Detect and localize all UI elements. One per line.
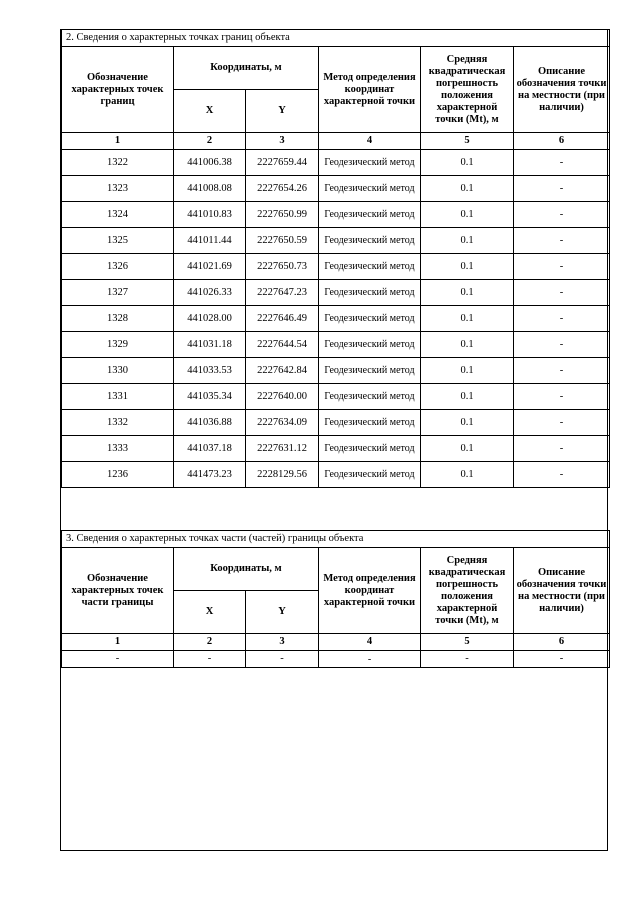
description-cell: - <box>514 202 610 228</box>
table-row <box>62 280 610 306</box>
column-number: 4 <box>319 133 421 150</box>
description-cell: - <box>514 462 610 488</box>
column-number: 3 <box>246 634 319 651</box>
point-cell: 1324 <box>62 202 174 228</box>
y-cell: 2227644.54 <box>246 332 319 358</box>
column-number: 2 <box>174 133 246 150</box>
table-row <box>62 254 610 280</box>
header-description: Описание обозначения точки на местности (при наличии) <box>514 548 610 634</box>
column-number: 1 <box>62 133 174 150</box>
point-cell: 1330 <box>62 358 174 384</box>
column-number: 5 <box>421 133 514 150</box>
column-numbers-row <box>62 634 610 651</box>
description-cell: - <box>514 150 610 176</box>
y-cell: 2227650.59 <box>246 228 319 254</box>
description-cell: - <box>514 651 610 668</box>
y-cell: 2227650.73 <box>246 254 319 280</box>
table-row <box>62 436 610 462</box>
header-coords: Координаты, м <box>174 548 319 591</box>
mt-cell: 0.1 <box>421 176 514 202</box>
method-cell: - <box>319 651 421 668</box>
mt-cell: 0.1 <box>421 436 514 462</box>
point-cell: 1329 <box>62 332 174 358</box>
header-designation: Обозначение характерных точек границ <box>62 47 174 133</box>
description-cell: - <box>514 306 610 332</box>
x-cell: 441036.88 <box>174 410 246 436</box>
method-cell: Геодезический метод <box>319 150 421 176</box>
point-cell: 1333 <box>62 436 174 462</box>
table-row <box>62 176 610 202</box>
method-cell: Геодезический метод <box>319 202 421 228</box>
y-cell: 2227650.99 <box>246 202 319 228</box>
description-cell: - <box>514 410 610 436</box>
table-row <box>62 651 610 668</box>
column-numbers-row <box>62 133 610 150</box>
description-cell: - <box>514 384 610 410</box>
column-number: 4 <box>319 634 421 651</box>
point-cell: 1328 <box>62 306 174 332</box>
column-number: 1 <box>62 634 174 651</box>
header-accuracy: Средняя квадратическая погрешность положения характерной точки (Mt), м <box>421 47 514 133</box>
column-number: 6 <box>514 634 610 651</box>
method-cell: Геодезический метод <box>319 462 421 488</box>
mt-cell: 0.1 <box>421 150 514 176</box>
header-y: Y <box>246 591 319 634</box>
column-number: 6 <box>514 133 610 150</box>
method-cell: Геодезический метод <box>319 358 421 384</box>
point-cell: 1332 <box>62 410 174 436</box>
y-cell: 2227646.49 <box>246 306 319 332</box>
y-cell: 2227642.84 <box>246 358 319 384</box>
header-designation: Обозначение характерных точек части границы <box>62 548 174 634</box>
mt-cell: 0.1 <box>421 410 514 436</box>
method-cell: Геодезический метод <box>319 332 421 358</box>
table-row <box>62 358 610 384</box>
y-cell: - <box>246 651 319 668</box>
column-number: 2 <box>174 634 246 651</box>
mt-cell: 0.1 <box>421 358 514 384</box>
x-cell: 441010.83 <box>174 202 246 228</box>
table-row <box>62 384 610 410</box>
header-method: Метод определения координат характерной точки <box>319 548 421 634</box>
description-cell: - <box>514 176 610 202</box>
method-cell: Геодезический метод <box>319 228 421 254</box>
x-cell: 441021.69 <box>174 254 246 280</box>
table-row <box>62 332 610 358</box>
y-cell: 2228129.56 <box>246 462 319 488</box>
column-number: 3 <box>246 133 319 150</box>
point-cell: 1326 <box>62 254 174 280</box>
x-cell: 441031.18 <box>174 332 246 358</box>
x-cell: 441037.18 <box>174 436 246 462</box>
point-cell: 1331 <box>62 384 174 410</box>
x-cell: 441026.33 <box>174 280 246 306</box>
mt-cell: 0.1 <box>421 462 514 488</box>
method-cell: Геодезический метод <box>319 176 421 202</box>
mt-cell: 0.1 <box>421 228 514 254</box>
mt-cell: 0.1 <box>421 202 514 228</box>
table-row <box>62 150 610 176</box>
header-coords: Координаты, м <box>174 47 319 90</box>
point-cell: 1325 <box>62 228 174 254</box>
mt-cell: 0.1 <box>421 280 514 306</box>
table-row <box>62 410 610 436</box>
y-cell: 2227654.26 <box>246 176 319 202</box>
section2-title: 2. Сведения о характерных точках границ объекта <box>62 30 610 47</box>
point-cell: 1322 <box>62 150 174 176</box>
header-method: Метод определения координат характерной точки <box>319 47 421 133</box>
x-cell: 441006.38 <box>174 150 246 176</box>
section2-table <box>61 29 610 488</box>
point-cell: - <box>62 651 174 668</box>
point-cell: 1327 <box>62 280 174 306</box>
point-cell: 1323 <box>62 176 174 202</box>
table-row <box>62 228 610 254</box>
method-cell: Геодезический метод <box>319 384 421 410</box>
description-cell: - <box>514 254 610 280</box>
description-cell: - <box>514 280 610 306</box>
x-cell: 441035.34 <box>174 384 246 410</box>
description-cell: - <box>514 358 610 384</box>
header-x: X <box>174 591 246 634</box>
description-cell: - <box>514 228 610 254</box>
y-cell: 2227634.09 <box>246 410 319 436</box>
x-cell: - <box>174 651 246 668</box>
y-cell: 2227659.44 <box>246 150 319 176</box>
method-cell: Геодезический метод <box>319 410 421 436</box>
y-cell: 2227647.23 <box>246 280 319 306</box>
x-cell: 441011.44 <box>174 228 246 254</box>
header-description: Описание обозначения точки на местности (при наличии) <box>514 47 610 133</box>
mt-cell: 0.1 <box>421 384 514 410</box>
column-number: 5 <box>421 634 514 651</box>
document-page <box>60 29 608 851</box>
method-cell: Геодезический метод <box>319 436 421 462</box>
method-cell: Геодезический метод <box>319 280 421 306</box>
mt-cell: - <box>421 651 514 668</box>
y-cell: 2227640.00 <box>246 384 319 410</box>
x-cell: 441028.00 <box>174 306 246 332</box>
x-cell: 441008.08 <box>174 176 246 202</box>
section3-title: 3. Сведения о характерных точках части (частей) границы объекта <box>62 531 610 548</box>
mt-cell: 0.1 <box>421 254 514 280</box>
method-cell: Геодезический метод <box>319 306 421 332</box>
x-cell: 441473.23 <box>174 462 246 488</box>
mt-cell: 0.1 <box>421 306 514 332</box>
y-cell: 2227631.12 <box>246 436 319 462</box>
header-x: X <box>174 90 246 133</box>
method-cell: Геодезический метод <box>319 254 421 280</box>
table-row <box>62 462 610 488</box>
description-cell: - <box>514 332 610 358</box>
table-row <box>62 306 610 332</box>
section3-table <box>61 530 610 668</box>
mt-cell: 0.1 <box>421 332 514 358</box>
x-cell: 441033.53 <box>174 358 246 384</box>
header-accuracy: Средняя квадратическая погрешность положения характерной точки (Mt), м <box>421 548 514 634</box>
description-cell: - <box>514 436 610 462</box>
header-y: Y <box>246 90 319 133</box>
table-row <box>62 202 610 228</box>
point-cell: 1236 <box>62 462 174 488</box>
